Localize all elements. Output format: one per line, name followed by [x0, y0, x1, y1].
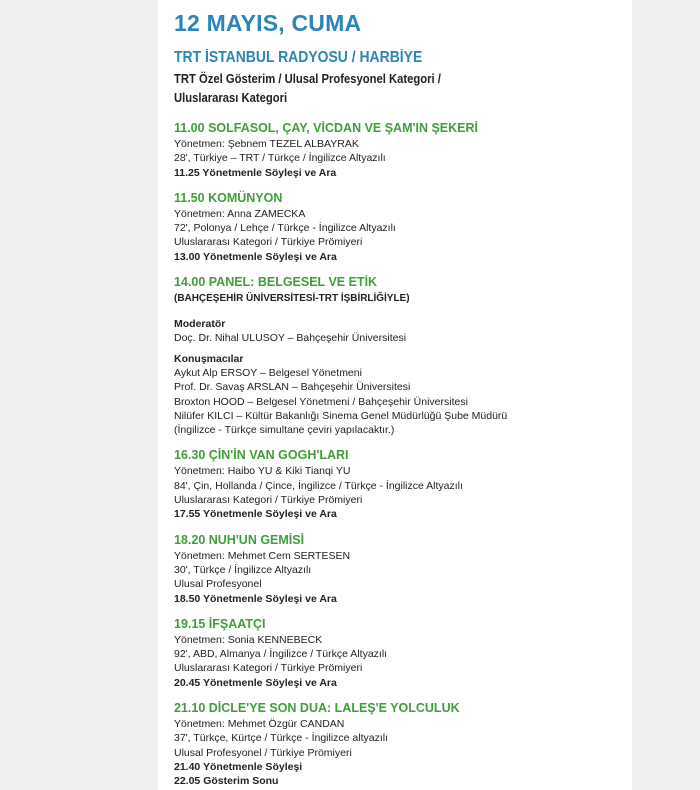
event-title: 11.50 KOMÜNYON	[174, 190, 283, 205]
panel-title: 14.00 PANEL: BELGESEL VE ETİK	[174, 275, 378, 290]
event-director: Yönetmen: Haibo YU & Kiki Tianqi YU	[174, 465, 351, 478]
event-category: Ulusal Profesyonel / Türkiye Prömiyeri	[174, 746, 352, 759]
event-director: Yönetmen: Mehmet Özgür CANDAN	[174, 718, 345, 731]
event-van-gogh	[174, 447, 624, 521]
event-director: Yönetmen: Mehmet Cem SERTESEN	[174, 549, 351, 562]
event-info: 84', Çin, Hollanda / Çince, İngilizce / Türkçe - İngilizce Altyazılı	[174, 479, 463, 492]
event-komunyon	[174, 190, 624, 264]
event-followup: 20.45 Yönetmenle Söyleşi ve Ara	[174, 676, 337, 689]
event-followup: 17.55 Yönetmenle Söyleşi ve Ara	[174, 508, 337, 521]
category-line	[174, 70, 498, 108]
event-followup: 18.50 Yönetmenle Söyleşi ve Ara	[174, 592, 337, 605]
moderator-label: Moderatör	[174, 318, 226, 331]
day-heading: 12 MAYIS, CUMA	[174, 10, 362, 36]
event-followup: 11.25 Yönetmenle Söyleşi ve Ara	[174, 166, 337, 179]
speaker-item: Prof. Dr. Savaş ARSLAN – Bahçeşehir Üniversitesi	[174, 381, 411, 394]
event-solfasol	[174, 120, 624, 180]
program-page	[158, 0, 632, 790]
event-category: Uluslararası Kategori / Türkiye Prömiyeri	[174, 236, 363, 249]
program-content	[174, 8, 624, 789]
event-title: 19.15 İFŞAATÇI	[174, 616, 266, 631]
panel-subtitle: (BAHÇEŞEHİR ÜNİVERSİTESİ-TRT İŞBİRLİĞİYLE)	[174, 292, 410, 305]
event-category: Uluslararası Kategori / Türkiye Prömiyeri	[174, 494, 363, 507]
event-title: 21.10 DİCLE'YE SON DUA: LALEŞ'E YOLCULUK	[174, 701, 460, 716]
speakers-label: Konuşmacılar	[174, 352, 244, 365]
event-title: 18.20 NUH'UN GEMİSİ	[174, 532, 305, 547]
event-director: Yönetmen: Sonia KENNEBECK	[174, 633, 323, 646]
speaker-item: Aykut Alp ERSOY – Belgesel Yönetmeni	[174, 366, 362, 379]
category-line-1: TRT Özel Gösterim / Ulusal Profesyonel Kategori /	[174, 72, 441, 86]
speaker-item: Nilüfer KILCI – Kültür Bakanlığı Sinema Genel Müdürlüğü Şube Müdürü	[174, 409, 508, 422]
event-category: Ulusal Profesyonel	[174, 578, 262, 591]
event-info: 92', ABD, Almanya / İngilizce / Türkçe Altyazılı	[174, 648, 388, 661]
event-title: 11.00 SOLFASOL, ÇAY, VİCDAN VE ŞAM'IN ŞEKERİ	[174, 121, 478, 135]
event-info: 37', Türkçe, Kürtçe / Türkçe - İngilizce altyazılı	[174, 732, 389, 745]
event-info: 72', Polonya / Lehçe / Türkçe - İngilizce Altyazılı	[174, 222, 396, 235]
event-category: Uluslararası Kategori / Türkiye Prömiyeri	[174, 662, 363, 675]
event-followup: 13.00 Yönetmenle Söyleşi ve Ara	[174, 250, 337, 263]
event-director: Yönetmen: Şebnem TEZEL ALBAYRAK	[174, 138, 359, 150]
event-info: 28', Türkiye – TRT / Türkçe / İngilizce Altyazılı	[174, 152, 386, 165]
event-followup: 21.40 Yönetmenle Söyleşi	[174, 760, 303, 773]
category-line-2: Uluslararası Kategori	[174, 91, 288, 105]
event-dicle	[174, 700, 624, 788]
panel-note: (İngilizce - Türkçe simultane çeviri yapılacaktır.)	[174, 424, 395, 437]
panel-block	[174, 274, 624, 437]
event-info: 30', Türkçe / İngilizce Altyazılı	[174, 563, 312, 576]
speaker-item: Broxton HOOD – Belgesel Yönetmeni / Bahçeşehir Üniversitesi	[174, 395, 468, 408]
event-title: 16.30 ÇİN'İN VAN GOGH'LARI	[174, 448, 349, 463]
event-director: Yönetmen: Anna ZAMECKA	[174, 207, 306, 220]
event-ifsaatci	[174, 616, 624, 690]
event-nuh-gemisi	[174, 532, 624, 606]
event-end: 22.05 Gösterim Sonu	[174, 775, 279, 788]
moderator-name: Doç. Dr. Nihal ULUSOY – Bahçeşehir Üniversitesi	[174, 332, 407, 345]
venue-heading: TRT İSTANBUL RADYOSU / HARBİYE	[174, 49, 423, 66]
